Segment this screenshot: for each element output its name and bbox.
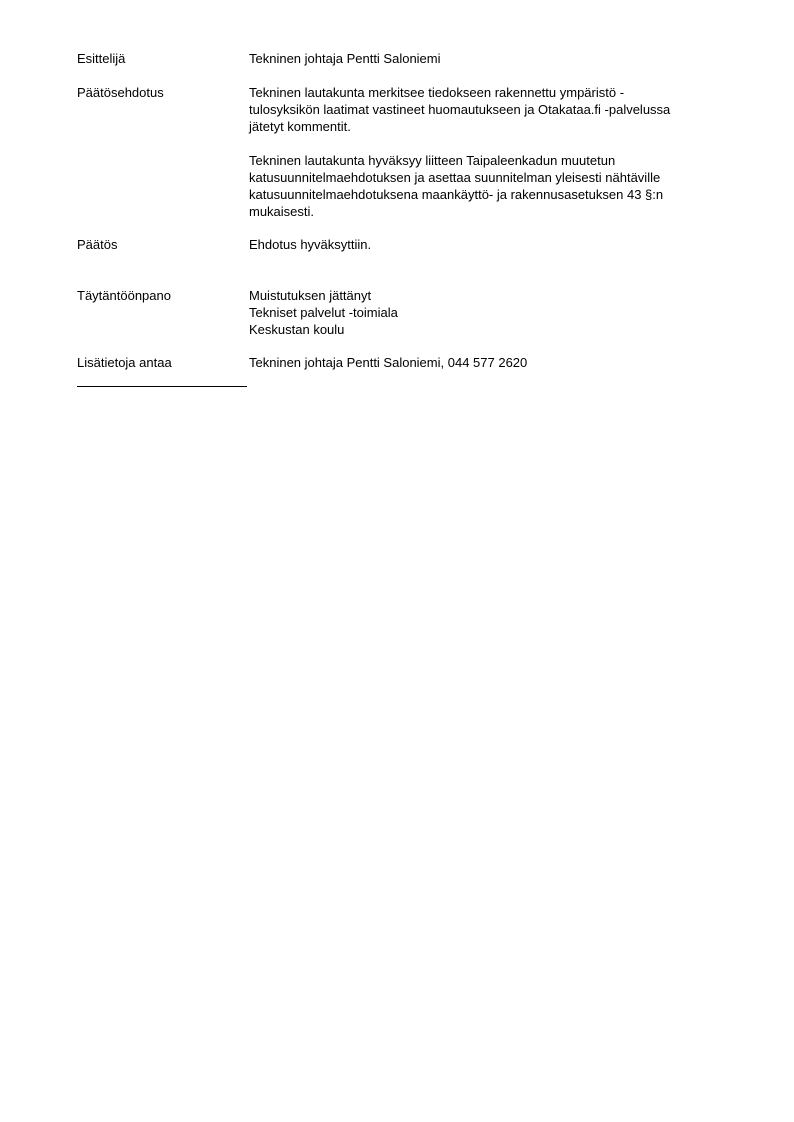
row-lisatietoja xyxy=(77,354,737,371)
taytantoonpano-list xyxy=(249,287,729,338)
paragraph-2-line-3: katusuunnitelmaehdotuksena maankäyttö- ja rakennusasetuksen 43 §:n xyxy=(249,187,664,202)
row-taytantoonpano xyxy=(77,287,737,338)
esittelija-value: Tekninen johtaja Pentti Saloniemi xyxy=(249,51,441,66)
esittelija-label: Esittelijä xyxy=(77,51,126,66)
lisatietoja-value: Tekninen johtaja Pentti Saloniemi, 044 577 2620 xyxy=(249,355,528,370)
separator-line xyxy=(77,386,247,387)
row-esittelija xyxy=(77,50,737,67)
taytantoonpano-label: Täytäntöönpano xyxy=(77,288,171,303)
paatos-label: Päätös xyxy=(77,237,118,252)
taytantoonpano-item: Muistutuksen jättänyt xyxy=(249,288,372,303)
paatosehdotus-paragraph-1 xyxy=(249,84,729,135)
paatosehdotus-content xyxy=(249,84,729,220)
row-paatosehdotus xyxy=(77,84,737,220)
taytantoonpano-item: Keskustan koulu xyxy=(249,322,345,337)
lisatietoja-label: Lisätietoja antaa xyxy=(77,355,172,370)
row-paatos xyxy=(77,236,737,253)
paatosehdotus-paragraph-2 xyxy=(249,152,729,220)
paragraph-1-line-1: Tekninen lautakunta merkitsee tiedokseen rakennettu ympäristö - xyxy=(249,85,625,100)
paatosehdotus-label: Päätösehdotus xyxy=(77,85,164,100)
paragraph-1-line-3: jätetyt kommentit. xyxy=(249,119,351,134)
taytantoonpano-item: Tekniset palvelut -toimiala xyxy=(249,305,398,320)
paragraph-2-line-1: Tekninen lautakunta hyväksyy liitteen Taipaleenkadun muutetun xyxy=(249,153,616,168)
paragraph-2-line-2: katusuunnitelmaehdotuksen ja asettaa suunnitelman yleisesti nähtäville xyxy=(249,170,661,185)
paragraph-1-line-2: tulosyksikön laatimat vastineet huomautukseen ja Otakataa.fi -palvelussa xyxy=(249,102,671,117)
paragraph-2-line-4: mukaisesti. xyxy=(249,204,315,219)
paatos-value: Ehdotus hyväksyttiin. xyxy=(249,237,372,252)
